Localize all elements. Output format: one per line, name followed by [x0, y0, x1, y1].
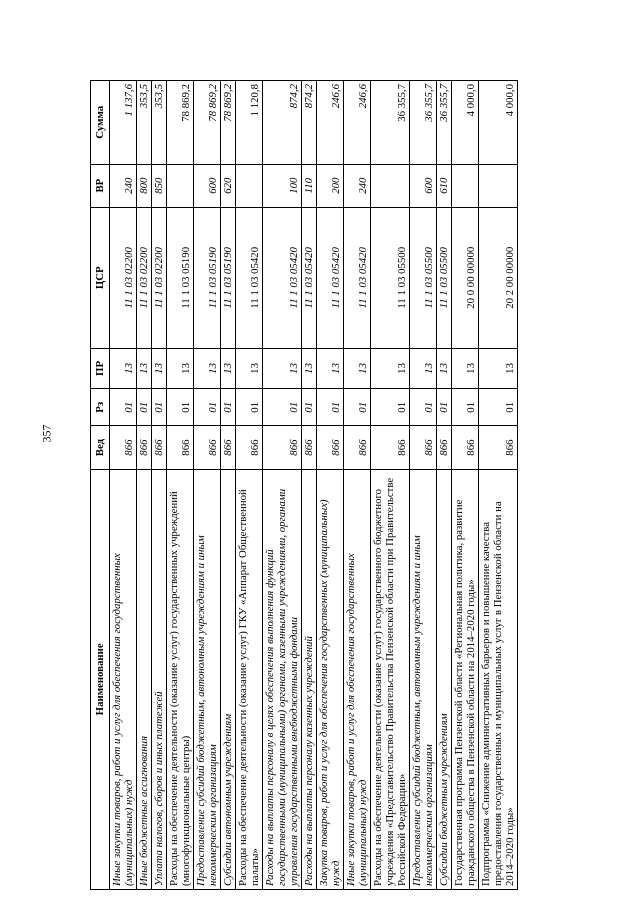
cell-rz: 01 — [110, 389, 137, 426]
table-row — [437, 81, 452, 890]
cell-rz: 01 — [167, 389, 194, 426]
cell-ved: 866 — [236, 426, 263, 469]
cell-rz: 01 — [452, 389, 479, 426]
table-row — [317, 81, 344, 890]
cell-csr: 20 2 00 00000 — [479, 207, 518, 348]
cell-sum: 874,2 — [302, 81, 317, 165]
cell-name: Расходы на выплаты персоналу казенных учреждений — [302, 469, 317, 889]
cell-name: Расходы на выплаты персоналу в целях обеспечения выполнения функций государственными (муниципальными) органами, казенными учреждениями, органами управления государственными внебюджетными фондами — [263, 469, 302, 889]
cell-rz: 01 — [194, 389, 221, 426]
cell-csr: 11 1 03 05420 — [344, 207, 371, 348]
cell-name: Расходы на обеспечение деятельности (оказание услуг) ГКУ «Аппарат Общественной палаты» — [236, 469, 263, 889]
cell-ved: 866 — [452, 426, 479, 469]
cell-sum: 874,2 — [263, 81, 302, 165]
table-row — [167, 81, 194, 890]
cell-vr: 600 — [410, 164, 437, 207]
cell-sum: 78 869,2 — [194, 81, 221, 165]
cell-pr: 13 — [410, 348, 437, 388]
header-row — [91, 81, 110, 890]
cell-sum: 36 355,7 — [437, 81, 452, 165]
cell-pr: 13 — [167, 348, 194, 388]
table-row — [371, 81, 410, 890]
cell-vr: 240 — [110, 164, 137, 207]
cell-vr: 600 — [194, 164, 221, 207]
header-vr: ВР — [91, 164, 110, 207]
cell-rz: 01 — [221, 389, 236, 426]
cell-sum: 246,6 — [317, 81, 344, 165]
table-row — [110, 81, 137, 890]
header-sum: Сумма — [91, 81, 110, 165]
cell-pr: 13 — [371, 348, 410, 388]
cell-name: Иные закупки товаров, работ и услуг для обеспечения государственных (муниципальных) нужд — [344, 469, 371, 889]
header-pr: ПР — [91, 348, 110, 388]
cell-vr: 610 — [437, 164, 452, 207]
cell-ved: 866 — [317, 426, 344, 469]
cell-sum: 4 000,0 — [479, 81, 518, 165]
cell-pr: 13 — [302, 348, 317, 388]
cell-rz: 01 — [137, 389, 152, 426]
cell-vr: 200 — [317, 164, 344, 207]
header-ved: Вед — [91, 426, 110, 469]
cell-name: Субсидии автономным учреждениям — [221, 469, 236, 889]
cell-ved: 866 — [167, 426, 194, 469]
cell-csr: 11 1 03 05420 — [317, 207, 344, 348]
cell-rz: 01 — [344, 389, 371, 426]
cell-pr: 13 — [236, 348, 263, 388]
cell-csr: 11 1 03 05190 — [167, 207, 194, 348]
cell-vr — [236, 164, 263, 207]
cell-name: Предоставление субсидий бюджетным, автономным учреждениям и иным некоммерческим организациям — [194, 469, 221, 889]
cell-csr: 11 1 03 02200 — [110, 207, 137, 348]
table-row — [302, 81, 317, 890]
table-row — [137, 81, 152, 890]
cell-pr: 13 — [137, 348, 152, 388]
cell-ved: 866 — [302, 426, 317, 469]
header-csr: ЦСР — [91, 207, 110, 348]
cell-sum: 1 137,6 — [110, 81, 137, 165]
cell-name: Государственная программа Пензенской области «Региональная политика, развитие гражданского общества в Пензенской области на 2014–2020 годы» — [452, 469, 479, 889]
cell-vr — [167, 164, 194, 207]
cell-ved: 866 — [137, 426, 152, 469]
cell-rz: 01 — [152, 389, 167, 426]
cell-name: Предоставление субсидий бюджетным, автономным учреждениям и иным некоммерческим организациям — [410, 469, 437, 889]
cell-vr — [479, 164, 518, 207]
cell-sum: 36 355,7 — [371, 81, 410, 165]
cell-ved: 866 — [263, 426, 302, 469]
header-name: Наименование — [91, 469, 110, 889]
cell-rz: 01 — [302, 389, 317, 426]
cell-pr: 13 — [479, 348, 518, 388]
cell-name: Подпрограмма «Снижение административных барьеров и повышение качества предоставления государственных и муниципальных услуг в Пензенской области на 2014–2020 годы» — [479, 469, 518, 889]
table-row — [479, 81, 518, 890]
cell-csr: 11 1 03 05420 — [236, 207, 263, 348]
cell-rz: 01 — [263, 389, 302, 426]
cell-vr: 800 — [137, 164, 152, 207]
cell-rz: 01 — [410, 389, 437, 426]
cell-ved: 866 — [194, 426, 221, 469]
cell-sum: 78 869,2 — [167, 81, 194, 165]
cell-ved: 866 — [152, 426, 167, 469]
cell-pr: 13 — [437, 348, 452, 388]
cell-sum: 246,6 — [344, 81, 371, 165]
cell-rz: 01 — [236, 389, 263, 426]
cell-sum: 36 355,7 — [410, 81, 437, 165]
cell-name: Субсидии бюджетным учреждениям — [437, 469, 452, 889]
table-header — [91, 81, 110, 890]
cell-sum: 353,5 — [152, 81, 167, 165]
cell-pr: 13 — [317, 348, 344, 388]
cell-pr: 13 — [194, 348, 221, 388]
cell-rz: 01 — [437, 389, 452, 426]
cell-vr: 240 — [344, 164, 371, 207]
cell-csr: 11 1 03 05500 — [410, 207, 437, 348]
cell-vr: 850 — [152, 164, 167, 207]
cell-vr — [452, 164, 479, 207]
cell-pr: 13 — [452, 348, 479, 388]
cell-csr: 11 1 03 05190 — [221, 207, 236, 348]
table-row — [194, 81, 221, 890]
cell-rz: 01 — [479, 389, 518, 426]
cell-name: Закупка товаров, работ и услуг для обеспечения государственных (муниципальных) нужд — [317, 469, 344, 889]
header-rz: Рз — [91, 389, 110, 426]
cell-name: Уплата налогов, сборов и иных платежей — [152, 469, 167, 889]
table-row — [452, 81, 479, 890]
cell-name: Расходы на обеспечение деятельности (оказание услуг) государственного бюджетного учреждения «Представительство Правительства Пензенской области при Правительстве Российской Федерации» — [371, 469, 410, 889]
cell-ved: 866 — [110, 426, 137, 469]
cell-vr: 620 — [221, 164, 236, 207]
cell-csr: 11 1 03 02200 — [137, 207, 152, 348]
cell-name: Иные бюджетные ассигнования — [137, 469, 152, 889]
rotated-table-container — [90, 80, 570, 890]
cell-csr: 11 1 03 05420 — [263, 207, 302, 348]
cell-csr: 11 1 03 02200 — [152, 207, 167, 348]
cell-pr: 13 — [110, 348, 137, 388]
cell-csr: 11 1 03 05500 — [437, 207, 452, 348]
cell-sum: 4 000,0 — [452, 81, 479, 165]
cell-ved: 866 — [371, 426, 410, 469]
cell-ved: 866 — [479, 426, 518, 469]
cell-sum: 78 869,2 — [221, 81, 236, 165]
table-body — [110, 81, 518, 890]
budget-table — [90, 80, 518, 890]
cell-rz: 01 — [317, 389, 344, 426]
cell-pr: 13 — [344, 348, 371, 388]
cell-sum: 353,5 — [137, 81, 152, 165]
cell-pr: 13 — [221, 348, 236, 388]
cell-ved: 866 — [410, 426, 437, 469]
cell-ved: 866 — [437, 426, 452, 469]
cell-ved: 866 — [344, 426, 371, 469]
table-row — [263, 81, 302, 890]
cell-vr: 110 — [302, 164, 317, 207]
cell-name: Иные закупки товаров, работ и услуг для обеспечения государственных (муниципальных) нужд — [110, 469, 137, 889]
cell-pr: 13 — [152, 348, 167, 388]
page-number: 357 — [39, 424, 54, 443]
cell-sum: 1 120,8 — [236, 81, 263, 165]
cell-rz: 01 — [371, 389, 410, 426]
cell-vr: 100 — [263, 164, 302, 207]
table-row — [221, 81, 236, 890]
table-row — [236, 81, 263, 890]
table-row — [152, 81, 167, 890]
cell-pr: 13 — [263, 348, 302, 388]
cell-name: Расходы на обеспечение деятельности (оказание услуг) государственных учреждений (многофункциональные центры) — [167, 469, 194, 889]
cell-csr: 11 1 03 05190 — [194, 207, 221, 348]
cell-vr — [371, 164, 410, 207]
cell-csr: 11 1 03 05420 — [302, 207, 317, 348]
cell-ved: 866 — [221, 426, 236, 469]
cell-csr: 11 1 03 05500 — [371, 207, 410, 348]
table-row — [344, 81, 371, 890]
table-row — [410, 81, 437, 890]
cell-csr: 20 0 00 00000 — [452, 207, 479, 348]
